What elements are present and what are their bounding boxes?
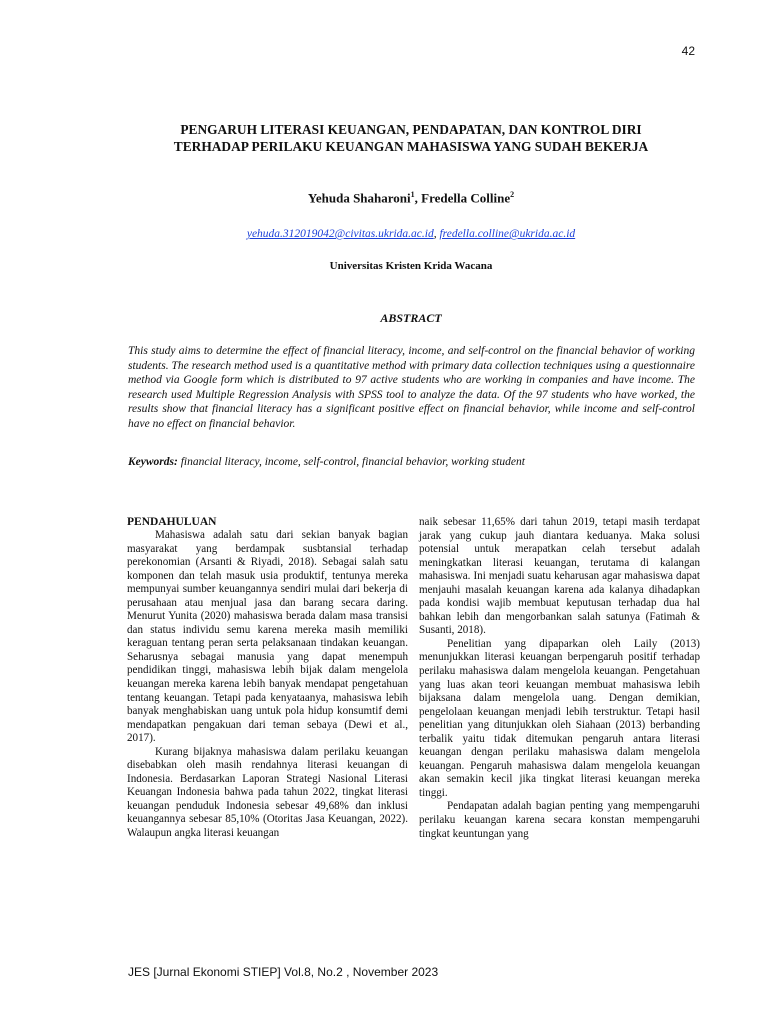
author-separator: , <box>414 190 422 206</box>
paragraph: Pendapatan adalah bagian penting yang mempengaruhi perilaku keuangan karena secara konstan mempengaruhi tingkat keuntungan yang <box>419 800 700 840</box>
affiliation: Universitas Kristen Krida Wacana <box>329 260 493 272</box>
paragraph: naik sebesar 11,65% dari tahun 2019, tetapi masih terdapat jarak yang cukup jauh diantara keduanya. Maka solusi potensial untuk merapatkan celah tersebut adalah meningkatkan literasi keuangan, terutama di kalangan mahasiswa. Ini menjadi suatu keharusan agar mahasiswa dapat menjauhi masalah keuangan karena ada kalanya dihadapkan pada kondisi wajib membuat keputusan terhadap dua hal bahkan lebih dan mengorbankan salah satunya (Fatimah & Susanti, 2018). <box>419 516 700 637</box>
right-column <box>419 516 700 841</box>
title-line-1: PENGARUH LITERASI KEUANGAN, PENDAPATAN, DAN KONTROL DIRI <box>180 122 642 137</box>
left-column <box>127 515 408 841</box>
author-2: Fredella Colline <box>421 190 511 206</box>
keywords-label: Keywords: <box>128 456 178 468</box>
author-1: Yehuda Shaharoni <box>307 190 411 206</box>
paragraph: Penelitian yang dipaparkan oleh Laily (2013) menunjukkan literasi keuangan berpengaruh positif terhadap perilaku mahasiswa dalam mengelola keuangan. Pengetahuan yang luas akan teori keuangan membuat mahasiswa lebih bijaksana dalam mengelola uang. Dengan demikian, pengelolaan keuangan menjadi lebih terstruktur. Tetapi hasil penelitian yang ditunjukkan oleh Siahaan (2013) berbanding terbalik yaitu tidak ditemukan pengaruh antara literasi keuangan dengan perilaku mahasiswa dalam mengelola keuangan. Pengaruh mahasiswa dalam mengelola keuangan akan semakin kecil jika tingkat literasi keuangan mereka tinggi. <box>419 637 700 799</box>
paragraph: Kurang bijaknya mahasiswa dalam perilaku keuangan disebabkan oleh masih rendahnya literasi keuangan di Indonesia. Berdasarkan Laporan Strategi Nasional Literasi Keuangan Indonesia bahwa pada tahun 2022, tingkat literasi keuangan penduduk Indonesia sebesar 49,68% dan inklusi keuangannya sebesar 85,10% (Otoritas Jasa Keuangan, 2022). Walaupun angka literasi keuangan <box>127 745 408 840</box>
paragraph: Mahasiswa adalah satu dari sekian banyak bagian masyarakat yang berdampak susbtansial terhadap perekonomian (Arsanti & Riyadi, 2018). Sebagai salah satu komponen dan telah masuk usia produktif, tentunya mereka mempunyai sumber keuangannya sendiri mulai dari bekerja di perusahaan atau menjual jasa dan barang secara daring. Menurut Yunita (2020) mahasiswa berada dalam masa transisi dan status individu semu karena mereka masih memiliki keraguan tentang peran serta pelaksanaan tindakan keuangan. Seharusnya sebagai manusia yang dapat menempuh pendidikan tinggi, mahasiswa lebih bijak dalam mengelola keuangan mereka karena lebih banyak mendapat pengetahuan tentang keuangan. Tetapi pada kenyataanya, mahasiswa lebih banyak menghabiskan uang untuk pola hidup konsumtif demi mendapatkan pengakuan dari teman sebaya (Dewi et al., 2017). <box>127 529 408 745</box>
abstract-heading: ABSTRACT <box>380 311 442 325</box>
page-number: 42 <box>681 44 695 58</box>
author-1-affil-mark: 1 <box>410 190 415 199</box>
abstract-text: This study aims to determine the effect of financial literacy, income, and self-control on the financial behavior of working students. The research method used is a quantitative method with primary data collection techniques using a questionnaire method via Google form which is distributed to 97 active students who are working in companies and have income. The research used Multiple Regression Analysis with SPSS tool to analyze the data. Of the 97 students who have worked, the results show that financial literacy has a significant positive effect on financial behavior, while income and self-control have no effect on financial behavior. <box>128 345 695 430</box>
email-separator: , <box>433 228 440 240</box>
keywords <box>128 456 708 468</box>
section-heading: PENDAHULUAN <box>127 516 217 528</box>
author-emails <box>0 228 768 240</box>
journal-footer: JES [Jurnal Ekonomi STIEP] Vol.8, No.2 , November 2023 <box>128 965 439 979</box>
title-line-2: TERHADAP PERILAKU KEUANGAN MAHASISWA YANG SUDAH BEKERJA <box>173 139 649 154</box>
author-2-affil-mark: 2 <box>510 190 515 199</box>
keywords-text: financial literacy, income, self-control, financial behavior, working student <box>177 456 525 468</box>
email-link-2[interactable]: fredella.colline@ukrida.ac.id <box>439 228 576 240</box>
author-list <box>0 190 768 206</box>
paper-title <box>120 121 702 155</box>
email-link-1[interactable]: yehuda.312019042@civitas.ukrida.ac.id <box>246 228 434 240</box>
